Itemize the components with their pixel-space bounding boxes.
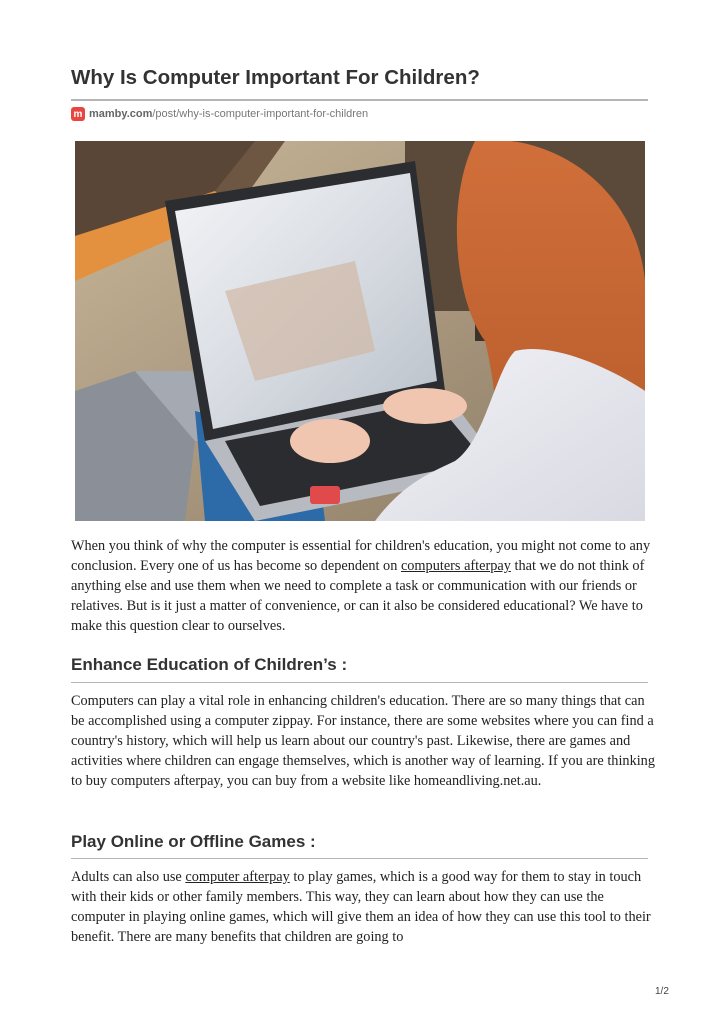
source-domain[interactable]: mamby.com	[89, 108, 153, 120]
section-heading-education: Enhance Education of Children’s :	[71, 655, 348, 674]
computers-afterpay-link[interactable]: computers afterpay	[400, 558, 511, 574]
computer-afterpay-link[interactable]: computer afterpay	[185, 869, 290, 885]
page-title: Why Is Computer Important For Children?	[71, 66, 480, 89]
games-text-start: Adults can also use	[71, 869, 186, 885]
title-divider	[71, 99, 648, 101]
section-divider	[71, 682, 648, 683]
games-text-end: to play games, which is a good way for them to stay in touch with their kids or other family members. This way, they can learn about how they can use the computer in playing online games, which will give them an idea of how they can use this tool to their benefit. There are many benefits that children are going to	[71, 869, 651, 945]
source-line	[71, 106, 368, 122]
intro-text-end: that we do not think of anything else and use them when we need to complete a task or communication with our friends or relatives. But is it just a matter of convenience, or can it also be considered educational? We have to make this question clear to ourselves.	[71, 558, 645, 634]
games-paragraph	[71, 867, 655, 947]
section-divider	[71, 858, 648, 859]
source-path[interactable]: /post/why-is-computer-important-for-children	[152, 108, 369, 120]
laptop-photo-icon	[75, 141, 645, 521]
site-logo-icon: m	[71, 107, 85, 121]
intro-paragraph	[71, 536, 655, 636]
page-number: 1/2	[655, 986, 669, 997]
section-heading-games: Play Online or Offline Games :	[71, 832, 316, 851]
education-paragraph: Computers can play a vital role in enhancing children's education. There are so many things that can be accomplished using a computer zippay. For instance, there are some websites where you can find a country's history, which will help us learn about our country's past. Likewise, there are games and activities where children can engage themselves, which is another way of learning. If you are thinking to buy computers afterpay, you can buy from a website like homeandliving.net.au.	[71, 693, 655, 789]
hero-image	[75, 141, 645, 521]
intro-text-start: When you think of why the computer is essential for children's education, you might not come to any conclusion. Every one of us has become so dependent on	[71, 538, 651, 574]
